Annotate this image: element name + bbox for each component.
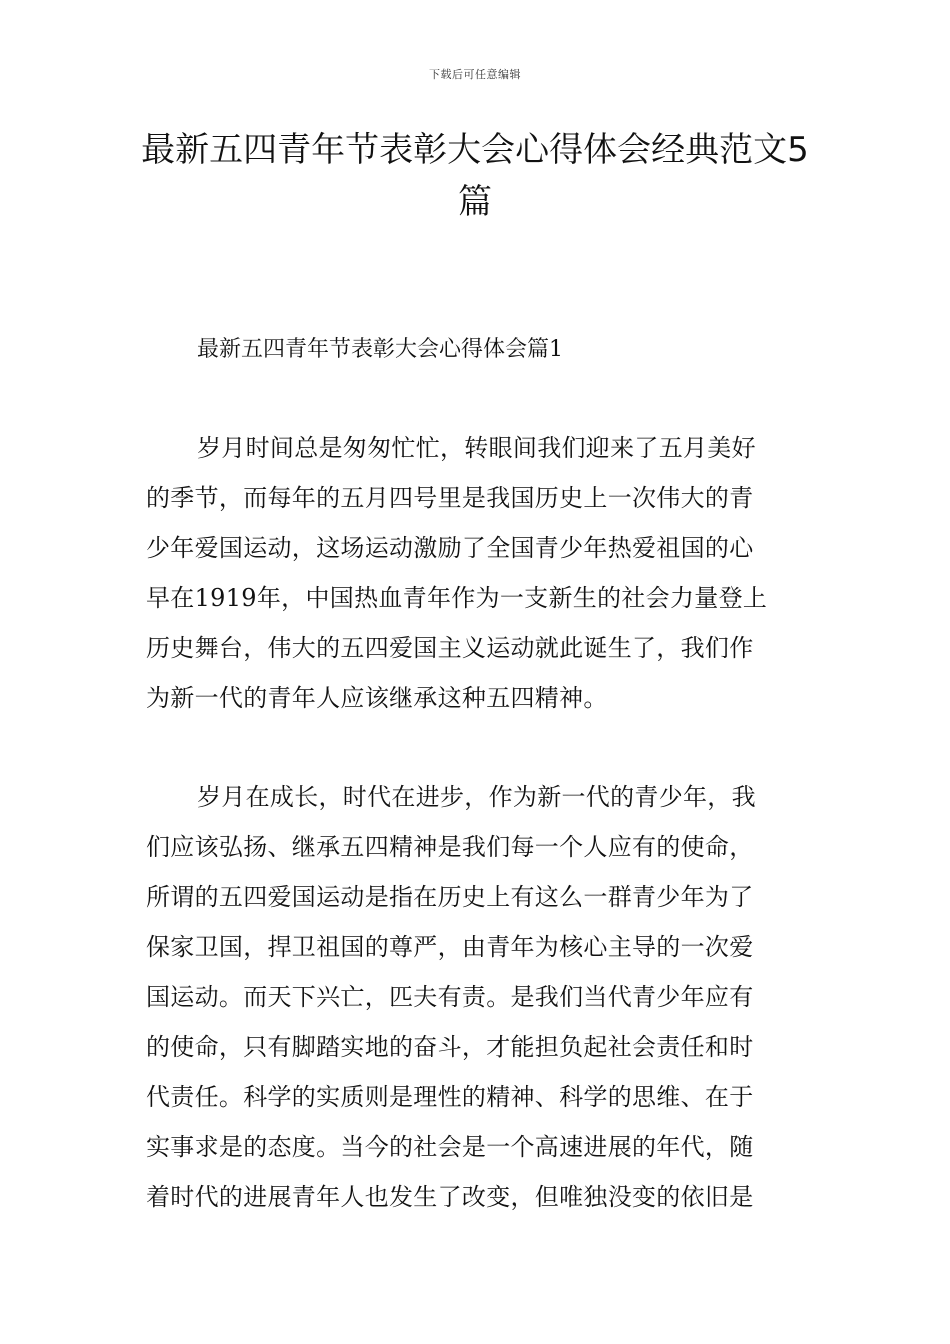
- paragraph-line: 保家卫国，捍卫祖国的尊严，由青年为核心主导的一次爱: [146, 933, 754, 961]
- paragraph-line: 实事求是的态度。当今的社会是一个高速进展的年代，随: [146, 1133, 754, 1161]
- paragraph-line: 岁月在成长，时代在进步，作为新一代的青少年，我: [197, 783, 756, 811]
- paragraph-line: 所谓的五四爱国运动是指在历史上有这么一群青少年为了: [146, 883, 754, 911]
- paragraph-line: 的季节，而每年的五月四号里是我国历史上一次伟大的青: [146, 484, 754, 512]
- paragraph-line: 历史舞台，伟大的五四爱国主义运动就此诞生了，我们作: [146, 634, 754, 662]
- paragraph-line: 早在1919年，中国热血青年作为一支新生的社会力量登上: [146, 584, 768, 612]
- paragraph-1: [146, 423, 808, 723]
- paragraph-line: 的使命，只有脚踏实地的奋斗，才能担负起社会责任和时: [146, 1033, 754, 1061]
- paragraph-line: 为新一代的青年人应该继承这种五四精神。: [146, 684, 608, 712]
- paragraph-line: 代责任。科学的实质则是理性的精神、科学的思维、在于: [146, 1083, 754, 1111]
- paragraph-line: 着时代的进展青年人也发生了改变，但唯独没变的依旧是: [146, 1183, 754, 1211]
- paragraph-line: 国运动。而天下兴亡，匹夫有责。是我们当代青少年应有: [146, 983, 754, 1011]
- paragraph-line: 少年爱国运动，这场运动激励了全国青少年热爱祖国的心: [146, 534, 754, 562]
- paragraph-2: [146, 772, 808, 1222]
- document-title: 最新五四青年节表彰大会心得体会经典范文5篇: [141, 130, 809, 222]
- paragraph-line: 岁月时间总是匆匆忙忙，转眼间我们迎来了五月美好: [197, 434, 756, 462]
- header-note: 下载后可任意编辑: [429, 68, 521, 81]
- paragraph-line: 们应该弘扬、继承五四精神是我们每一个人应有的使命，: [146, 833, 754, 861]
- section-heading: 最新五四青年节表彰大会心得体会篇1: [197, 337, 563, 362]
